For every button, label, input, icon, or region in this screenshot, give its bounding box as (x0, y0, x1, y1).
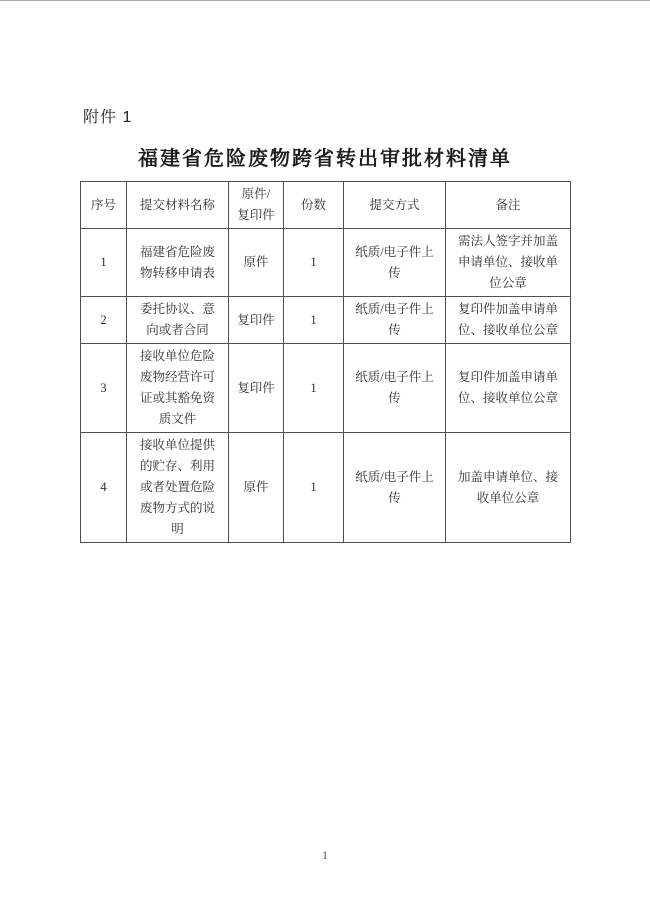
col-header-remark: 备注 (446, 182, 571, 229)
cell-remark: 复印件加盖申请单位、接收单位公章 (446, 297, 571, 344)
cell-copies: 1 (284, 433, 344, 543)
cell-original-or-copy: 复印件 (229, 344, 284, 433)
cell-original-or-copy: 原件 (229, 433, 284, 543)
col-header-material-name: 提交材料名称 (127, 182, 229, 229)
cell-copies: 1 (284, 344, 344, 433)
cell-original-or-copy: 原件 (229, 229, 284, 297)
cell-original-or-copy: 复印件 (229, 297, 284, 344)
table-row (81, 297, 571, 344)
cell-no: 1 (81, 229, 127, 297)
cell-method: 纸质/电子件上传 (344, 297, 446, 344)
col-header-original-or-copy: 原件/复印件 (229, 182, 284, 229)
cell-no: 4 (81, 433, 127, 543)
cell-remark: 需法人签字并加盖申请单位、接收单位公章 (446, 229, 571, 297)
table-row (81, 433, 571, 543)
attachment-label: 附件 1 (83, 109, 133, 126)
cell-material-name: 接收单位危险废物经营许可证或其豁免资质文件 (127, 344, 229, 433)
cell-no: 2 (81, 297, 127, 344)
cell-copies: 1 (284, 297, 344, 344)
cell-material-name: 委托协议、意向或者合同 (127, 297, 229, 344)
page-number: 1 (322, 848, 328, 862)
col-header-method: 提交方式 (344, 182, 446, 229)
col-header-copies: 份数 (284, 182, 344, 229)
cell-copies: 1 (284, 229, 344, 297)
materials-table (80, 181, 571, 543)
cell-method: 纸质/电子件上传 (344, 344, 446, 433)
cell-no: 3 (81, 344, 127, 433)
cell-material-name: 福建省危险废物转移申请表 (127, 229, 229, 297)
cell-material-name: 接收单位提供的贮存、利用或者处置危险废物方式的说明 (127, 433, 229, 543)
table-row (81, 229, 571, 297)
cell-remark: 复印件加盖申请单位、接收单位公章 (446, 344, 571, 433)
table-header-row (81, 182, 571, 229)
document-title: 福建省危险废物跨省转出审批材料清单 (138, 148, 512, 170)
cell-method: 纸质/电子件上传 (344, 229, 446, 297)
cell-method: 纸质/电子件上传 (344, 433, 446, 543)
table-row (81, 344, 571, 433)
page-top-edge (0, 0, 650, 1)
cell-remark: 加盖申请单位、接收单位公章 (446, 433, 571, 543)
col-header-no: 序号 (81, 182, 127, 229)
